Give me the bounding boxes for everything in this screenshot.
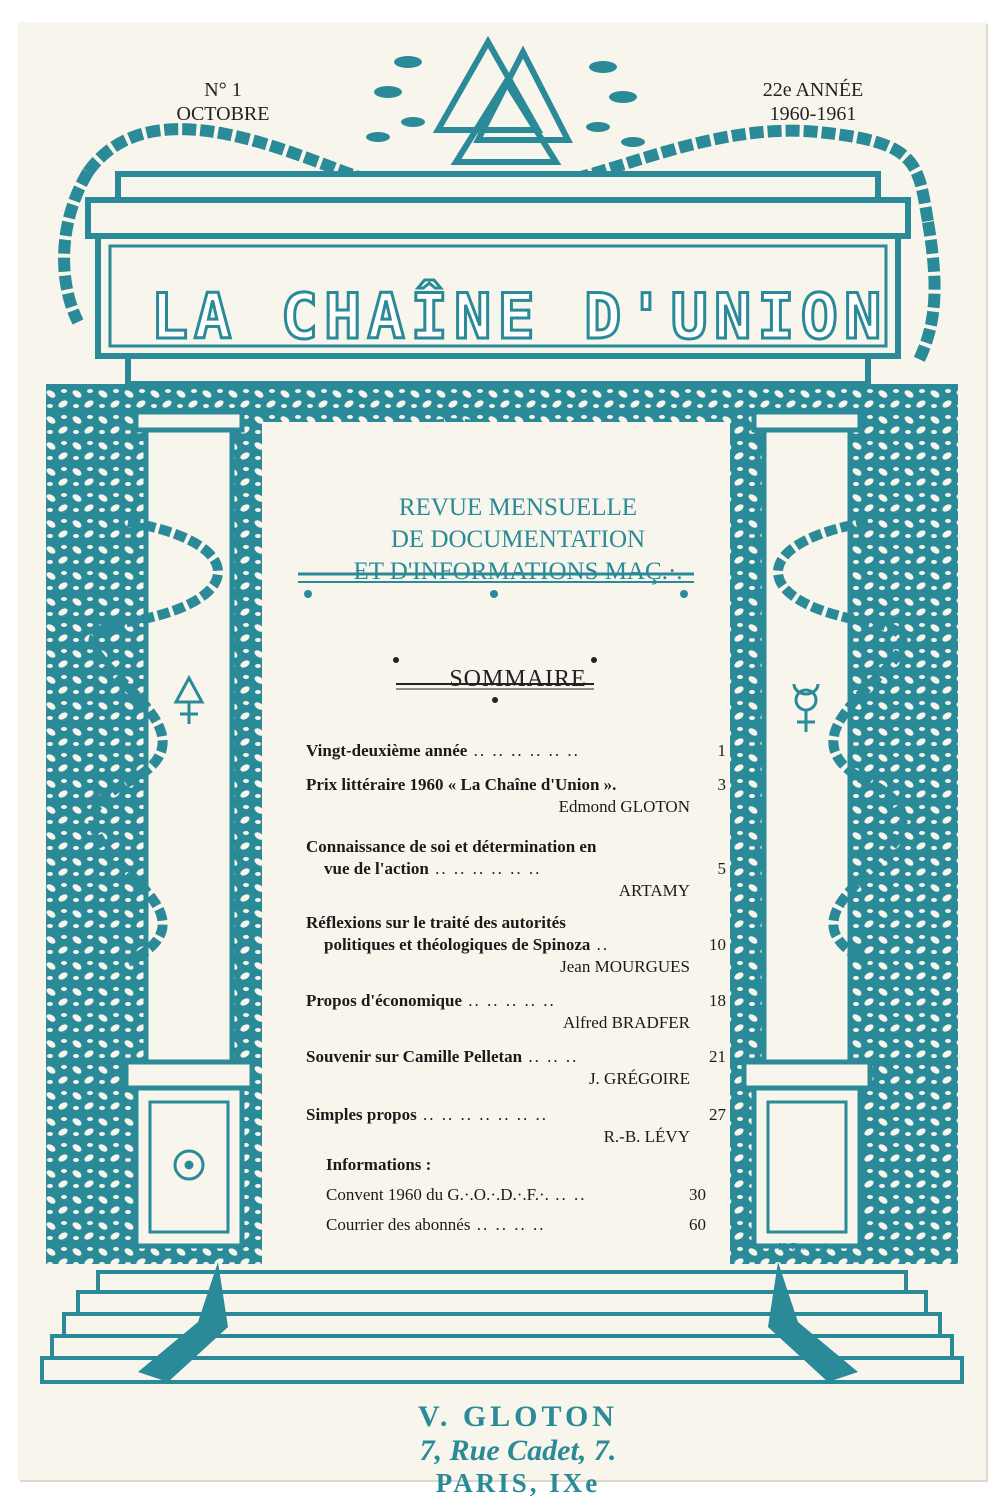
publisher-city: PARIS, IXe (435, 1468, 601, 1498)
publisher-name: V. GLOTON (418, 1400, 618, 1433)
toc-title: Prix littéraire 1960 « La Chaîne d'Union ». (306, 775, 617, 794)
year-span: 1960-1961 (769, 103, 857, 125)
toc-entry-cont: politiques et théologiques de Spinoza .. 10 (306, 934, 726, 956)
issue-number: N° 1 (204, 79, 242, 101)
sommaire-heading: SOMMAIRE (449, 666, 587, 692)
toc-author-row (306, 1012, 726, 1034)
toc-entry: Vingt-deuxième année .. .. .. .. .. .. 1 (306, 741, 726, 760)
toc-title: Souvenir sur Camille Pelletan (306, 1047, 523, 1066)
toc-title: Connaissance de soi et détermination en (306, 837, 597, 856)
subtitle-line-3: ET D'INFORMATIONS MAÇ.·. (353, 558, 683, 585)
info-page: 30 (689, 1185, 706, 1204)
publisher-block (318, 1400, 718, 1498)
toc-author: R.-B. LÉVY (603, 1127, 690, 1146)
subtitle-line-1: REVUE MENSUELLE (398, 494, 638, 521)
toc-page: 5 (717, 859, 726, 878)
info-entry: Courrier des abonnés .. .. .. .. 60 (326, 1215, 706, 1234)
triangle-emblem (438, 42, 568, 162)
info-title: Courrier des abonnés (326, 1215, 471, 1234)
informations-heading-text: Informations : (326, 1155, 432, 1174)
toc-author: Edmond GLOTON (558, 797, 690, 816)
toc-entry: Souvenir sur Camille Pelletan .. .. .. 21 (306, 1047, 726, 1066)
toc-author-row (306, 880, 726, 902)
issue-info (148, 78, 298, 126)
toc-entry: Simples propos .. .. .. .. .. .. .. 27 (306, 1105, 726, 1124)
toc-title-cont: vue de l'action (324, 859, 429, 878)
toc-title: Simples propos (306, 1105, 417, 1124)
subtitle-line-2: DE DOCUMENTATION (390, 526, 646, 553)
toc-author: Jean MOURGUES (560, 957, 690, 976)
toc-author-row (306, 1068, 726, 1090)
year-info (738, 78, 888, 126)
toc-entry (306, 774, 726, 796)
toc-title: Vingt-deuxième année (306, 741, 468, 760)
toc-page: 3 (717, 775, 726, 794)
toc-title: Réflexions sur le traité des autorités (306, 913, 566, 932)
toc-author-row (306, 956, 726, 978)
toc-entry (306, 912, 726, 934)
toc-author-row (306, 796, 726, 818)
toc-author: ARTAMY (618, 881, 690, 900)
toc-author: Alfred BRADFER (562, 1013, 690, 1032)
info-title: Convent 1960 du G.·.O.·.D.·.F.·. (326, 1185, 549, 1204)
toc-author: J. GRÉGOIRE (588, 1069, 690, 1088)
toc-author-row (306, 1126, 726, 1148)
toc-page: 1 (717, 741, 726, 760)
toc-page: 21 (709, 1047, 726, 1066)
toc-title-cont: politiques et théologiques de Spinoza (324, 935, 591, 954)
toc-title: Propos d'économique (306, 991, 463, 1010)
toc-page: 18 (709, 991, 726, 1010)
toc-entry: Propos d'économique .. .. .. .. .. 18 (306, 991, 726, 1010)
toc-page: 10 (709, 935, 726, 954)
toc-entry (306, 836, 726, 858)
informations-heading (326, 1154, 726, 1176)
info-page: 60 (689, 1215, 706, 1234)
toc-entry-cont: vue de l'action .. .. .. .. .. .. 5 (306, 858, 726, 880)
magazine-cover (18, 22, 986, 1498)
subtitle (298, 492, 738, 588)
illustrator-signature: H. Tattegrain (778, 1242, 832, 1253)
toc-page: 27 (709, 1105, 726, 1124)
info-entry: Convent 1960 du G.·.O.·.D.·.F.·. .. .. 30 (326, 1185, 706, 1204)
year-annee: 22e ANNÉE (762, 79, 864, 101)
masthead-title: LA CHAÎNE D'UNION (150, 279, 888, 353)
issue-month: OCTOBRE (176, 103, 270, 125)
publisher-street: 7, Rue Cadet, 7. (419, 1434, 617, 1467)
